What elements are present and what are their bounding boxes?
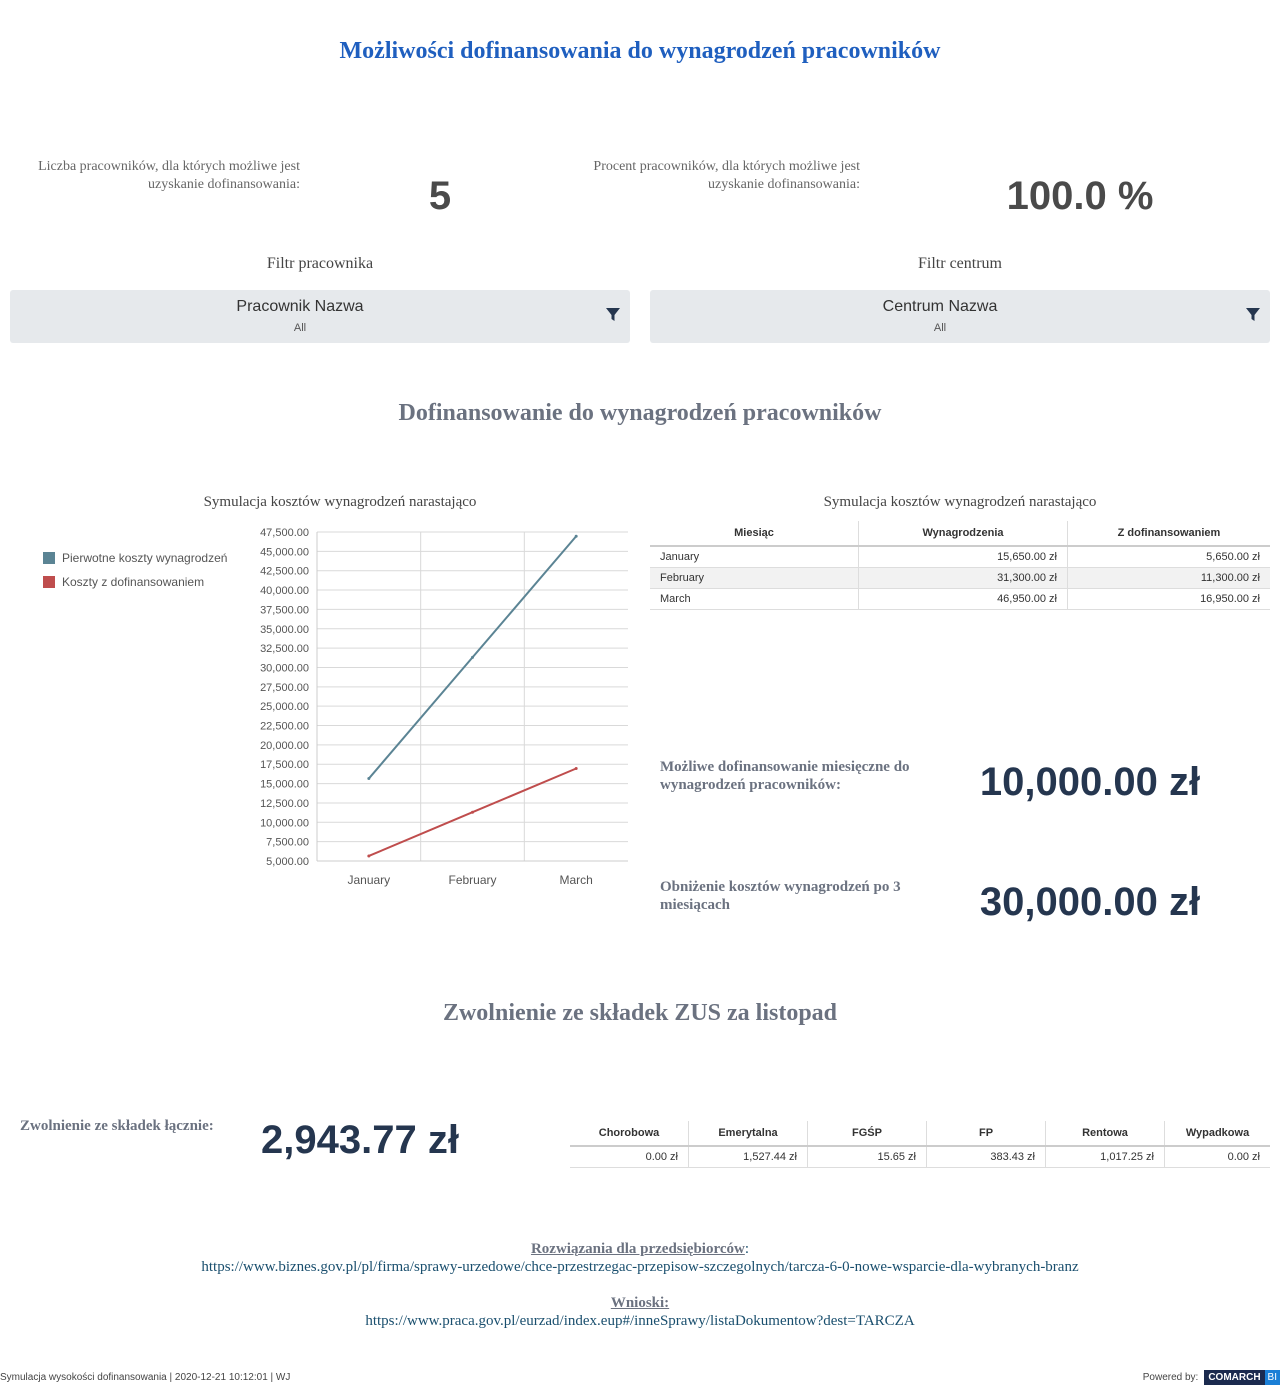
zus-table: [570, 1121, 1270, 1168]
series-point: [367, 777, 370, 780]
table-title: Symulacja kosztów wynagrodzeń narastająco: [823, 494, 1097, 510]
y-tick-label: 12,500.00: [260, 797, 309, 810]
y-tick-label: 30,000.00: [260, 662, 309, 675]
table-cell: 0.00 zł: [570, 1146, 689, 1168]
zus-header-fp[interactable]: FP: [927, 1121, 1046, 1146]
y-tick-label: 42,500.00: [260, 565, 309, 578]
center-filter[interactable]: [650, 290, 1270, 343]
x-tick-label: February: [448, 873, 497, 887]
y-tick-label: 25,000.00: [260, 701, 309, 714]
zus-header-emerytalna[interactable]: Emerytalna: [689, 1121, 808, 1146]
monthly-subsidy-value: 10,000.00 zł: [979, 760, 1201, 804]
table-cell: 11,300.00 zł: [1068, 568, 1271, 589]
table-cell: March: [650, 589, 859, 610]
y-tick-label: 45,000.00: [260, 546, 309, 559]
employee-filter-caption: Filtr pracownika: [266, 255, 374, 272]
business-solutions-link[interactable]: https://www.biznes.gov.pl/pl/firma/sprawy-urzedowe/chce-przestrzegac-przepisow-szczegolnych/tarcza-6-0-nowe-wsparcie-dla-wybranych-branz: [201, 1259, 1079, 1275]
y-tick-label: 22,500.00: [260, 720, 309, 733]
table-cell: 1,527.44 zł: [689, 1146, 808, 1168]
legend-item-subsidized[interactable]: [43, 575, 227, 589]
y-tick-label: 7,500.00: [266, 836, 309, 849]
employee-filter-value: All: [293, 322, 307, 334]
series-point: [471, 811, 474, 814]
section-subsidy-title: Dofinansowanie do wynagrodzeń pracowników: [398, 400, 882, 426]
filter-icon[interactable]: [1246, 307, 1260, 323]
table-row: [650, 568, 1270, 589]
table-cell: 0.00 zł: [1165, 1146, 1271, 1168]
table-row: [650, 546, 1270, 568]
employee-filter-name: Pracownik Nazwa: [236, 298, 364, 315]
x-tick-label: January: [347, 873, 391, 887]
filter-icon[interactable]: [606, 307, 620, 323]
y-tick-label: 32,500.00: [260, 643, 309, 656]
employee-count-value: 5: [428, 174, 452, 218]
business-solutions-title: Rozwiązania dla przedsiębiorców: [530, 1241, 745, 1257]
section-zus-title: Zwolnienie ze składek ZUS za listopad: [442, 1000, 838, 1026]
table-cell: January: [650, 546, 859, 568]
cost-reduction-value: 30,000.00 zł: [979, 880, 1201, 924]
y-tick-label: 47,500.00: [260, 527, 309, 539]
comarch-logo[interactable]: COMARCH: [1204, 1370, 1264, 1385]
zus-header-wypadkowa[interactable]: Wypadkowa: [1165, 1121, 1271, 1146]
legend-label-subsidized: Koszty z dofinansowaniem: [62, 575, 205, 589]
center-filter-name: Centrum Nazwa: [882, 298, 998, 315]
y-tick-label: 27,500.00: [260, 681, 309, 694]
table-cell: 46,950.00 zł: [859, 589, 1068, 610]
table-row: [650, 589, 1270, 610]
footer-info: Symulacja wysokości dofinansowania | 2020-12-21 10:12:01 | WJ: [0, 1372, 291, 1383]
series-point: [575, 535, 578, 538]
powered-by: [1143, 1370, 1280, 1385]
applications-title: Wnioski:: [610, 1295, 670, 1311]
business-links: [0, 1240, 1280, 1258]
page-title: Możliwości dofinansowania do wynagrodzeń pracowników: [339, 38, 941, 64]
y-tick-label: 35,000.00: [260, 623, 309, 636]
zus-total-value: 2,943.77 zł: [261, 1118, 459, 1162]
table-cell: 1,017.25 zł: [1046, 1146, 1165, 1168]
chart-title: Symulacja kosztów wynagrodzeń narastająco: [203, 494, 477, 510]
employee-percent-label: Procent pracowników, dla których możliwe jest uzyskanie dofinansowania:: [593, 159, 860, 192]
series-point: [471, 656, 474, 659]
table-header-month[interactable]: Miesiąc: [650, 521, 859, 546]
legend-swatch-original: [43, 552, 55, 564]
zus-header-rentowa[interactable]: Rentowa: [1046, 1121, 1165, 1146]
table-cell: 15.65 zł: [808, 1146, 927, 1168]
table-cell: 15,650.00 zł: [859, 546, 1068, 568]
series-point: [367, 854, 370, 857]
line-chart: [240, 520, 640, 895]
zus-total-label: Zwolnienie ze składek łącznie:: [20, 1118, 214, 1134]
cost-reduction-label: Obniżenie kosztów wynagrodzeń po 3 miesiącach: [660, 879, 901, 913]
powered-by-label: Powered by:: [1142, 1372, 1199, 1383]
salary-table: [650, 521, 1270, 610]
y-tick-label: 17,500.00: [260, 759, 309, 772]
employee-filter[interactable]: [10, 290, 630, 343]
applications-heading: [0, 1294, 1280, 1312]
applications-link[interactable]: https://www.praca.gov.pl/eurzad/index.eup#/inneSprawy/listaDokumentow?dest=TARCZA: [365, 1313, 915, 1329]
center-filter-value: All: [933, 322, 947, 334]
y-tick-label: 15,000.00: [260, 778, 309, 791]
employee-count-label: Liczba pracowników, dla których możliwe jest uzyskanie dofinansowania:: [38, 159, 300, 192]
monthly-subsidy-label: Możliwe dofinansowanie miesięczne do wynagrodzeń pracowników:: [660, 759, 910, 793]
zus-header-chorobowa[interactable]: Chorobowa: [570, 1121, 689, 1146]
employee-percent-value: 100.0 %: [1006, 174, 1154, 218]
legend-item-original[interactable]: [43, 551, 227, 565]
y-tick-label: 40,000.00: [260, 585, 309, 598]
table-cell: 31,300.00 zł: [859, 568, 1068, 589]
table-header-subsidized[interactable]: Z dofinansowaniem: [1068, 521, 1271, 546]
y-tick-label: 10,000.00: [260, 817, 309, 830]
table-cell: February: [650, 568, 859, 589]
series-point: [575, 767, 578, 770]
table-header-salary[interactable]: Wynagrodzenia: [859, 521, 1068, 546]
bi-logo: BI: [1265, 1370, 1280, 1385]
table-row: [570, 1146, 1270, 1168]
y-tick-label: 20,000.00: [260, 739, 309, 752]
table-cell: 16,950.00 zł: [1068, 589, 1271, 610]
business-solutions-colon: :: [744, 1241, 750, 1257]
center-filter-caption: Filtr centrum: [918, 255, 1002, 272]
chart-legend: [43, 551, 227, 589]
legend-label-original: Pierwotne koszty wynagrodzeń: [62, 551, 228, 565]
zus-header-fgsp[interactable]: FGŚP: [808, 1121, 927, 1146]
legend-swatch-subsidized: [43, 576, 55, 588]
x-tick-label: March: [559, 873, 593, 887]
table-cell: 383.43 zł: [927, 1146, 1046, 1168]
y-tick-label: 37,500.00: [260, 604, 309, 617]
y-tick-label: 5,000.00: [266, 856, 309, 868]
table-cell: 5,650.00 zł: [1068, 546, 1271, 568]
